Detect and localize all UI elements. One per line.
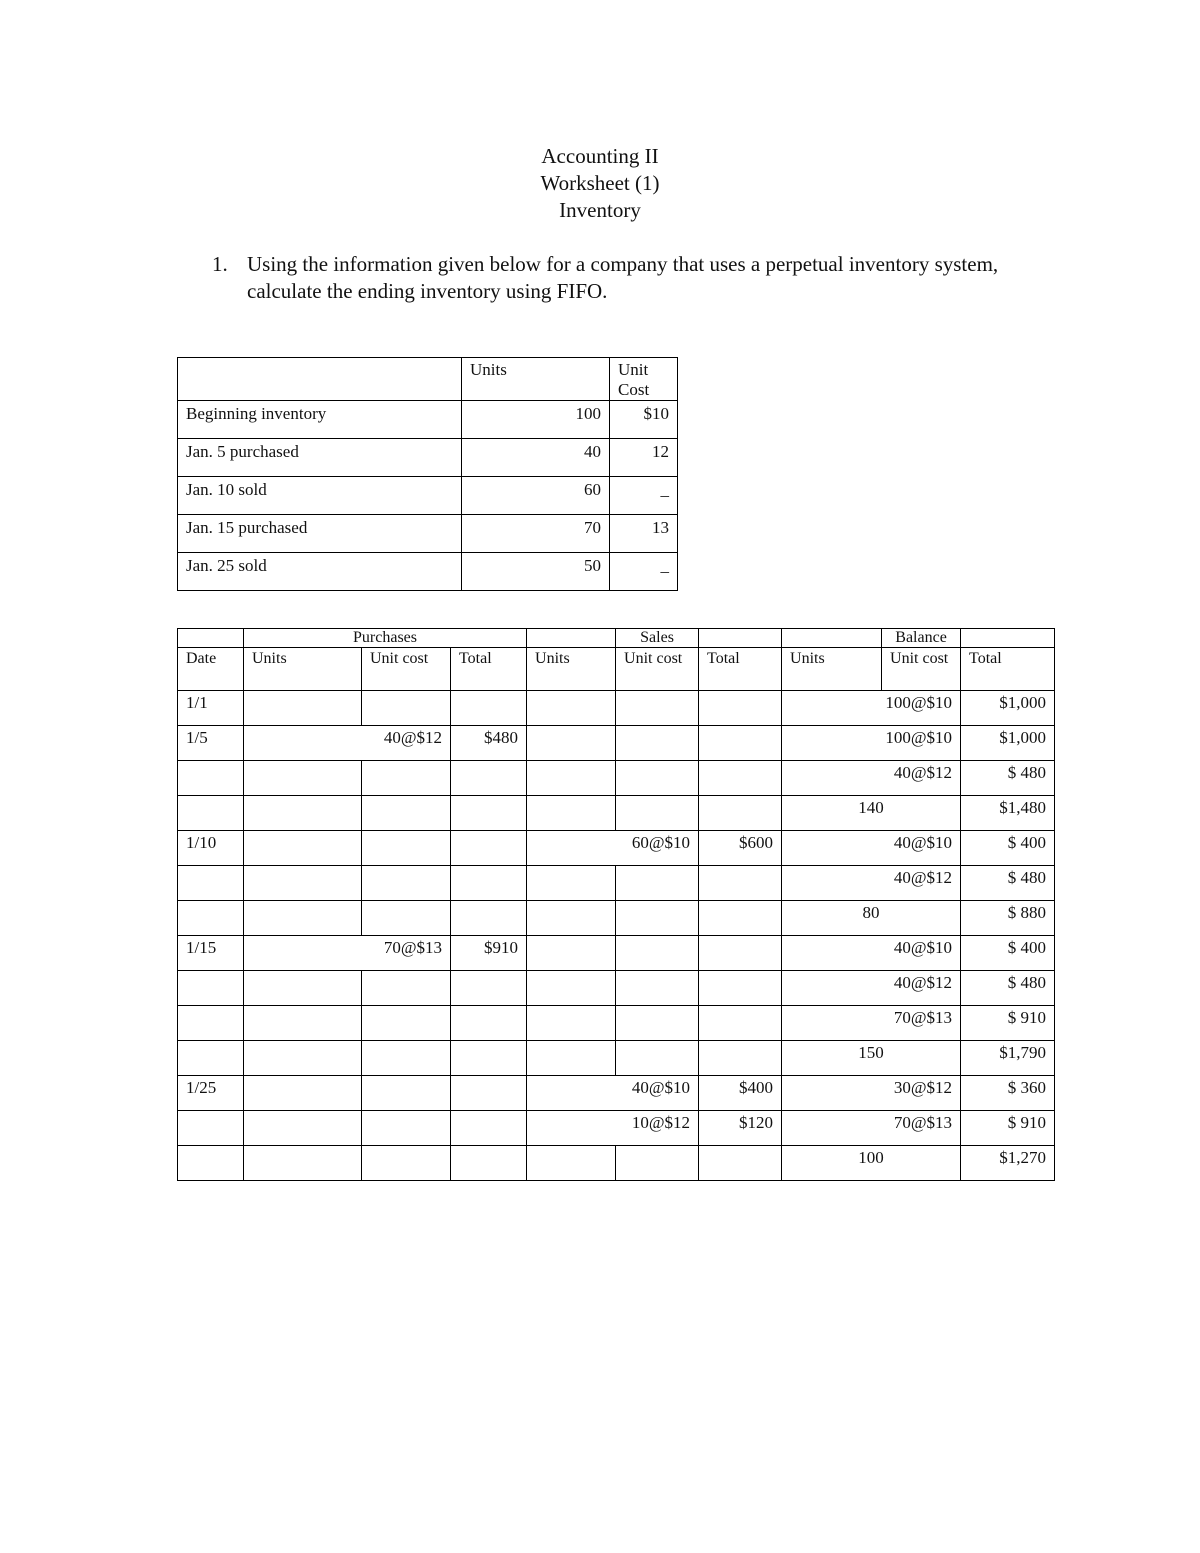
purchase-units-cell [244,831,362,866]
purchase-unit-cost-cell [362,796,451,831]
date-cell: 1/1 [178,691,244,726]
unit-cost-cell: $10 [610,401,678,439]
group-header-row [178,629,1055,648]
date-cell: 1/25 [178,1076,244,1111]
balance-units-cell: 30@$12 [782,1076,961,1111]
balance-total-cell: $1,270 [961,1146,1055,1181]
table-row [178,515,678,553]
date-cell [178,866,244,901]
sales-unit-cost-cell [616,1041,699,1076]
sales-units-cell [527,1041,616,1076]
header-cell: Date [178,648,244,691]
balance-total-cell: $ 480 [961,866,1055,901]
purchase-unit-cost-cell [362,1076,451,1111]
table-row [178,1006,1055,1041]
balance-units-cell: 100@$10 [782,726,961,761]
question-number: 1. [212,252,228,276]
date-cell [178,971,244,1006]
purchase-units-cell [244,796,362,831]
purchase-units-cell [244,1146,362,1181]
balance-total-cell: $1,000 [961,691,1055,726]
sales-total-cell [699,1146,782,1181]
purchase-units-cell [244,1041,362,1076]
fifo-perpetual-table [177,628,1055,1181]
date-cell [178,761,244,796]
sales-unit-cost-cell [616,691,699,726]
table-row [178,1041,1055,1076]
purchase-unit-cost-cell [362,866,451,901]
sales-total-cell [699,971,782,1006]
units-cell: 100 [462,401,610,439]
date-cell [178,1146,244,1181]
balance-total-cell: $ 910 [961,1006,1055,1041]
sales-total-cell [699,726,782,761]
unit-cost-cell: _ [610,477,678,515]
purchase-total-cell [451,971,527,1006]
unit-cost-cell: 13 [610,515,678,553]
table-row [178,477,678,515]
purchase-total-cell [451,1006,527,1041]
balance-units-cell: 40@$12 [782,866,961,901]
sales-total-cell [699,866,782,901]
purchase-unit-cost-cell [362,971,451,1006]
course-title: Accounting II [541,144,659,168]
sales-total-cell [699,1041,782,1076]
table-row [178,553,678,591]
fifo-table-body [178,691,1055,1181]
sales-units-cell [527,936,616,971]
units-cell: 60 [462,477,610,515]
sales-unit-cost-cell [616,866,699,901]
units-cell: 50 [462,553,610,591]
date-cell: 1/5 [178,726,244,761]
purchase-total-cell [451,796,527,831]
purchase-units-cell: 70@$13 [244,936,451,971]
balance-units-cell: 40@$12 [782,761,961,796]
balance-group-header: Balance [882,629,961,648]
balance-total-cell: $ 480 [961,761,1055,796]
unit-cost-cell: 12 [610,439,678,477]
balance-total-cell: $ 400 [961,831,1055,866]
purchase-units-cell [244,971,362,1006]
sales-unit-cost-cell [616,761,699,796]
table-row [178,971,1055,1006]
table-row [178,726,1055,761]
header-cell: Units [244,648,362,691]
sales-units-cell [527,726,616,761]
purchase-total-cell: $480 [451,726,527,761]
purchase-units-cell [244,901,362,936]
date-cell [178,1111,244,1146]
table-row [178,901,1055,936]
sales-unit-cost-cell [616,936,699,971]
sales-unit-cost-cell [616,1006,699,1041]
sales-unit-cost-cell [616,1146,699,1181]
date-cell [178,1006,244,1041]
purchase-unit-cost-cell [362,1041,451,1076]
sales-total-cell: $600 [699,831,782,866]
balance-units-cell: 80 [782,901,961,936]
header-cell: Units [782,648,882,691]
header-cell [178,358,462,401]
purchase-unit-cost-cell [362,1146,451,1181]
header-cell: Unit cost [362,648,451,691]
purchases-group-header: Purchases [244,629,527,648]
table-row [178,691,1055,726]
purchase-units-cell [244,761,362,796]
purchase-total-cell [451,691,527,726]
purchase-total-cell [451,761,527,796]
sales-units-cell [527,1006,616,1041]
item-cell: Jan. 5 purchased [178,439,462,477]
balance-units-cell: 40@$12 [782,971,961,1006]
balance-total-cell: $1,000 [961,726,1055,761]
sales-units-cell [527,796,616,831]
sales-total-cell [699,1006,782,1041]
table-row [178,439,678,477]
date-cell [178,901,244,936]
balance-total-cell: $1,790 [961,1041,1055,1076]
purchase-units-cell [244,1076,362,1111]
balance-total-cell: $ 360 [961,1076,1055,1111]
table-row [178,1076,1055,1111]
purchase-unit-cost-cell [362,901,451,936]
balance-total-cell: $ 910 [961,1111,1055,1146]
table-row [178,1111,1055,1146]
header-cell: Units [462,358,610,401]
sales-total-cell [699,761,782,796]
sales-unit-cost-cell [616,971,699,1006]
balance-units-cell: 70@$13 [782,1111,961,1146]
sales-units-cell [527,971,616,1006]
purchase-total-cell [451,901,527,936]
purchase-units-cell [244,1006,362,1041]
balance-units-cell: 70@$13 [782,1006,961,1041]
purchase-total-cell: $910 [451,936,527,971]
balance-units-cell: 100 [782,1146,961,1181]
sales-total-cell [699,796,782,831]
table-row [178,866,1055,901]
balance-total-cell: $1,480 [961,796,1055,831]
header-cell: Total [451,648,527,691]
item-cell: Jan. 10 sold [178,477,462,515]
table-row [178,796,1055,831]
unit-cost-cell: _ [610,553,678,591]
info-header-row [178,358,678,401]
purchase-total-cell [451,1076,527,1111]
purchase-unit-cost-cell [362,1111,451,1146]
purchase-unit-cost-cell [362,1006,451,1041]
balance-units-cell: 100@$10 [782,691,961,726]
purchase-units-cell [244,691,362,726]
purchase-unit-cost-cell [362,761,451,796]
sales-total-cell [699,901,782,936]
purchase-units-cell: 40@$12 [244,726,451,761]
table-row [178,1146,1055,1181]
sales-units-cell [527,691,616,726]
sales-units-cell [527,866,616,901]
header-cell: Units [527,648,616,691]
item-cell: Jan. 15 purchased [178,515,462,553]
sales-unit-cost-cell [616,796,699,831]
balance-units-cell: 140 [782,796,961,831]
units-cell: 40 [462,439,610,477]
sales-units-cell [527,901,616,936]
purchase-units-cell [244,1111,362,1146]
units-cell: 70 [462,515,610,553]
sales-units-cell: 10@$12 [527,1111,699,1146]
purchase-total-cell [451,866,527,901]
sales-total-cell: $120 [699,1111,782,1146]
table-row [178,936,1055,971]
date-cell: 1/15 [178,936,244,971]
balance-total-cell: $ 400 [961,936,1055,971]
purchase-units-cell [244,866,362,901]
purchase-total-cell [451,1041,527,1076]
date-cell: 1/10 [178,831,244,866]
header-cell: Unit cost [882,648,961,691]
sales-total-cell [699,936,782,971]
balance-total-cell: $ 480 [961,971,1055,1006]
sales-units-cell: 40@$10 [527,1076,699,1111]
sales-units-cell [527,1146,616,1181]
table-row [178,831,1055,866]
table-row [178,761,1055,796]
sales-unit-cost-cell [616,901,699,936]
balance-units-cell: 150 [782,1041,961,1076]
item-cell: Jan. 25 sold [178,553,462,591]
purchase-total-cell [451,1146,527,1181]
header-cell: Total [699,648,782,691]
purchase-unit-cost-cell [362,691,451,726]
purchase-total-cell [451,1111,527,1146]
purchase-total-cell [451,831,527,866]
purchase-unit-cost-cell [362,831,451,866]
worksheet-title: Worksheet (1) [540,171,660,195]
column-header-row [178,648,1055,691]
document-title [0,143,1200,224]
sales-units-cell [527,761,616,796]
header-cell: Unit cost [616,648,699,691]
question-text: Using the information given below for a company that uses a perpetual inventory system, calculate the ending inventory using FIFO. [247,252,999,303]
sales-units-cell: 60@$10 [527,831,699,866]
inventory-info-table [177,357,678,591]
item-cell: Beginning inventory [178,401,462,439]
sales-unit-cost-cell [616,726,699,761]
header-cell: Unit Cost [610,358,678,401]
sales-group-header: Sales [616,629,699,648]
balance-units-cell: 40@$10 [782,936,961,971]
header-cell: Total [961,648,1055,691]
topic-title: Inventory [559,198,641,222]
balance-units-cell: 40@$10 [782,831,961,866]
balance-total-cell: $ 880 [961,901,1055,936]
table-row [178,401,678,439]
date-cell [178,796,244,831]
date-cell [178,1041,244,1076]
sales-total-cell [699,691,782,726]
sales-total-cell: $400 [699,1076,782,1111]
